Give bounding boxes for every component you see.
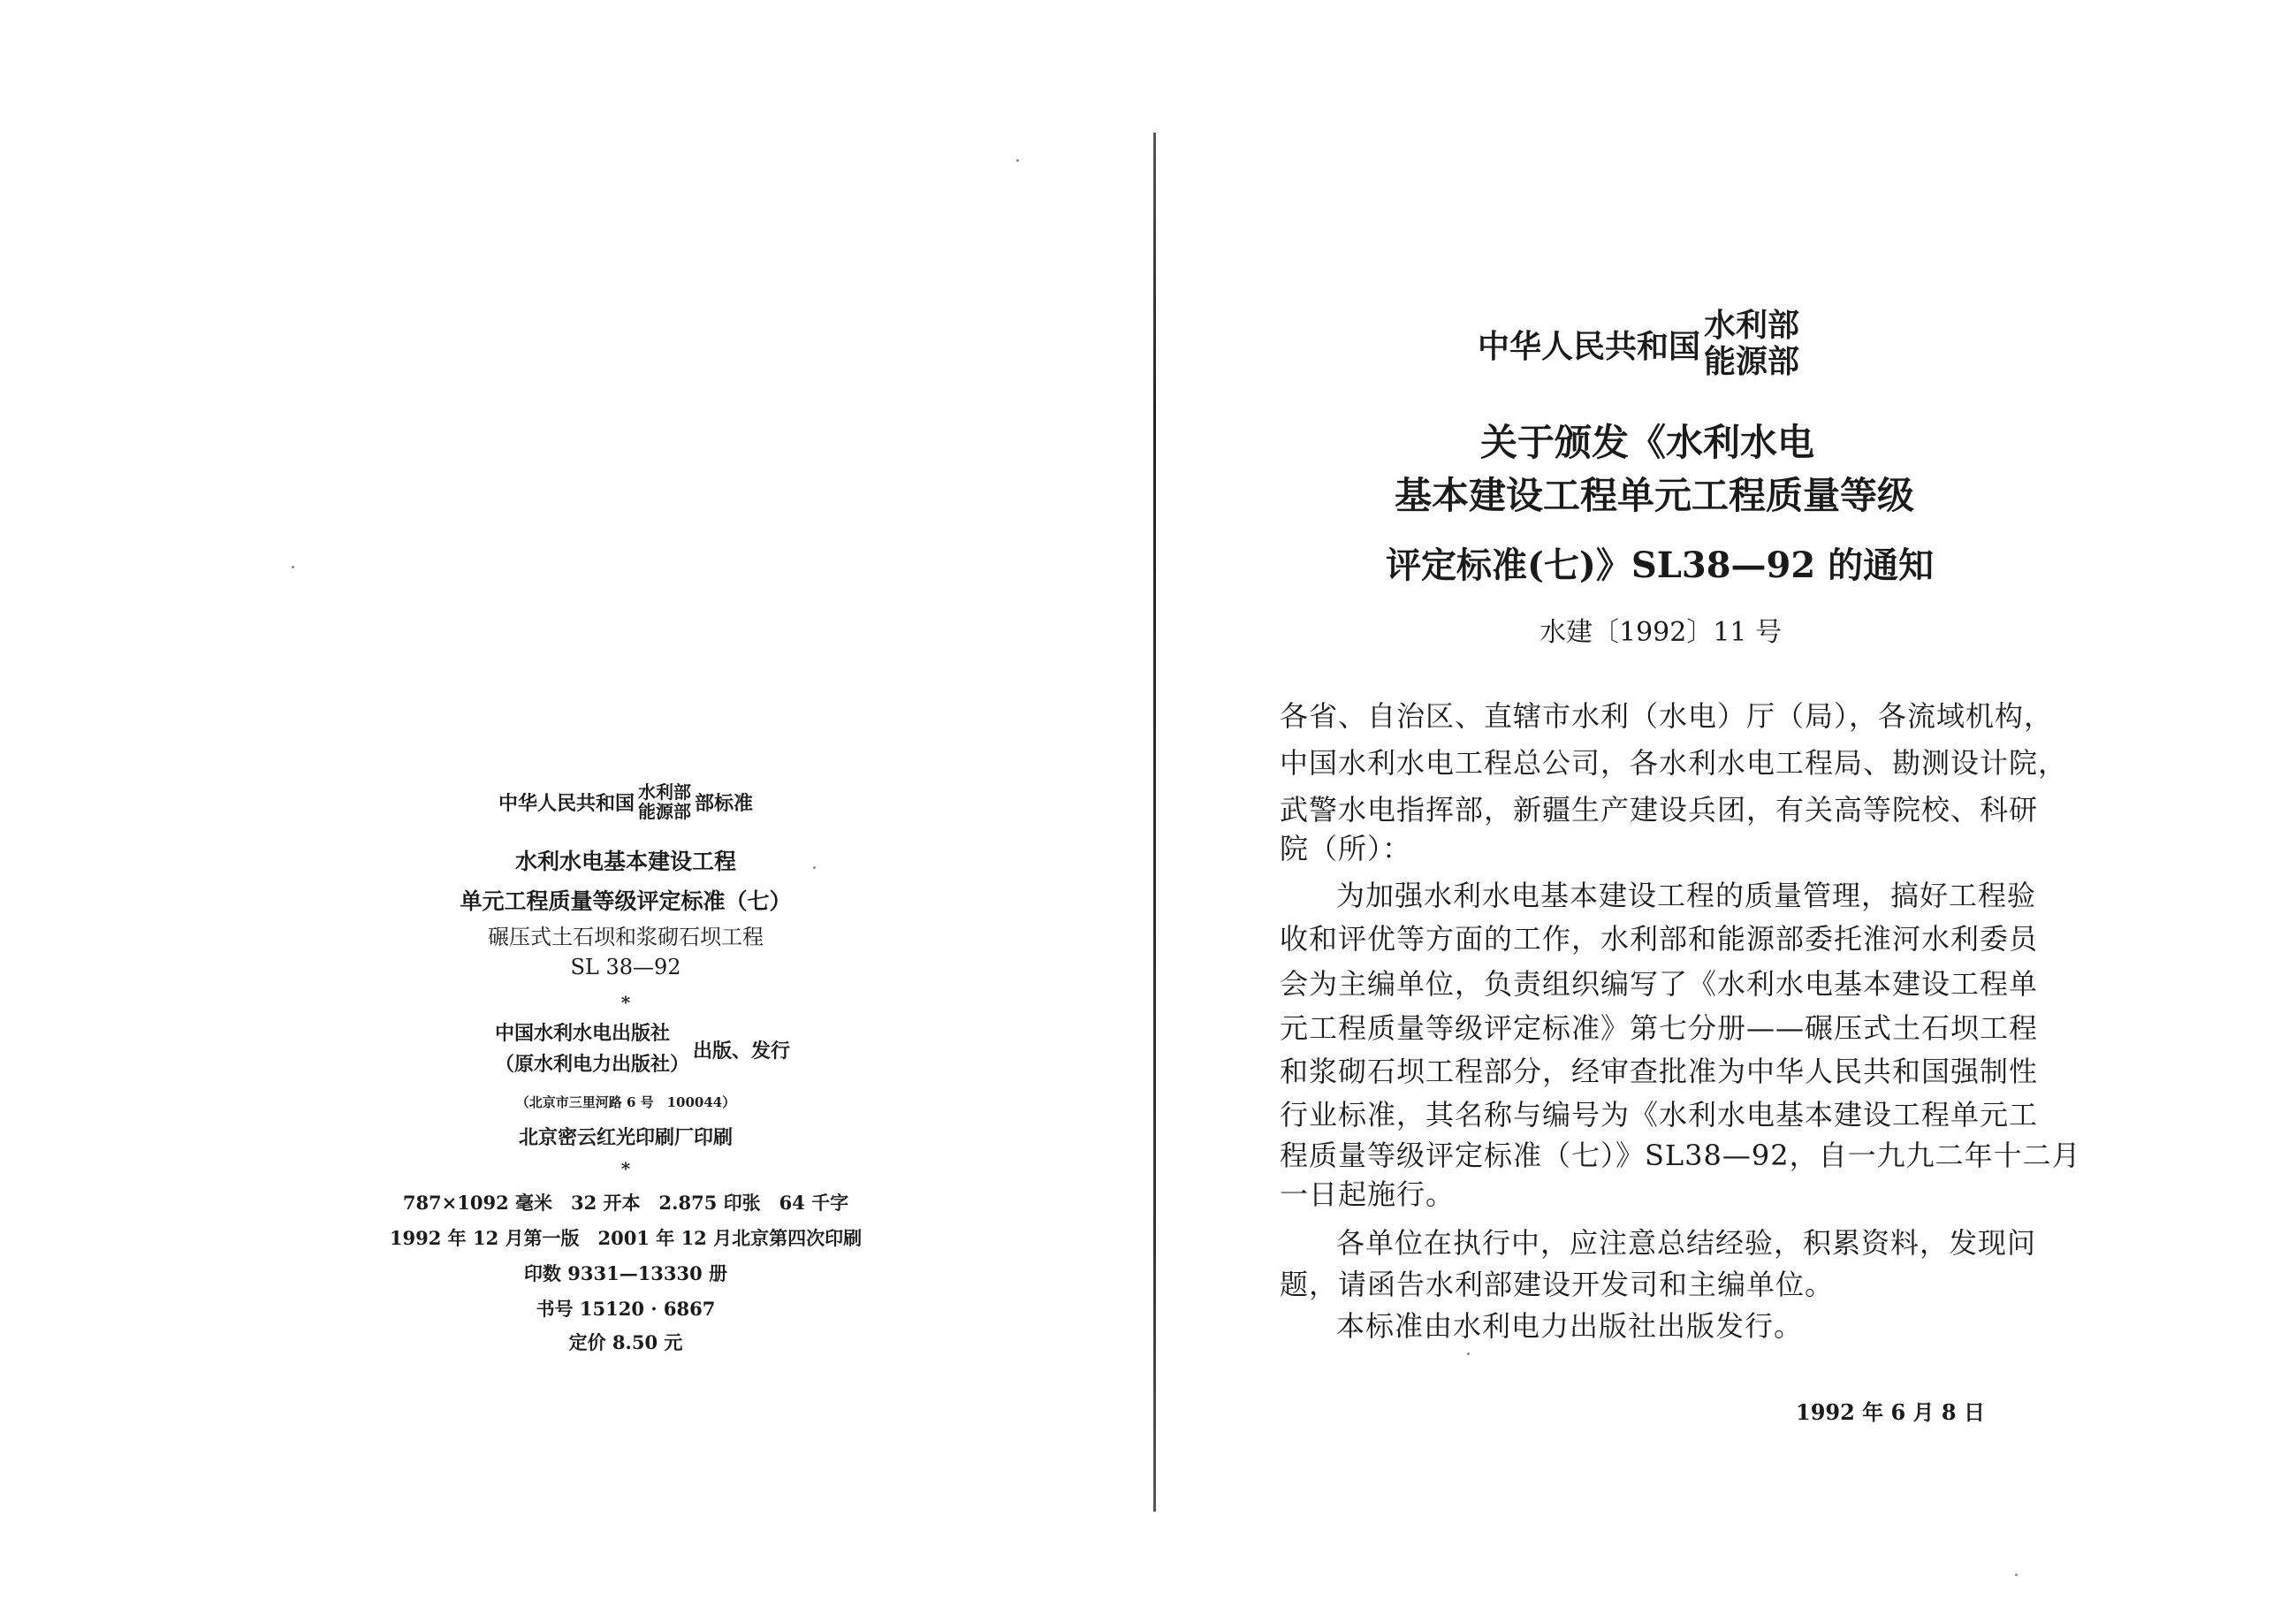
- notice-body-line: 武警水电指挥部，新疆生产建设兵团，有关高等院校、科研: [1280, 793, 2039, 827]
- scan-speck: [1016, 159, 1019, 162]
- colophon-title-2: 单元工程质量等级评定标准（七）: [460, 888, 792, 914]
- notice-body-line: 行业标准，其名称与编号为《水利水电基本建设工程单元工: [1280, 1098, 2039, 1132]
- colophon-publisher-names: [495, 1018, 689, 1080]
- scan-speck: [292, 566, 294, 568]
- notice-body-line: 院（所）：: [1280, 832, 1412, 865]
- notice-body-line: 和浆砌石坝工程部分，经审查批准为中华人民共和国强制性: [1280, 1055, 2039, 1088]
- colophon-country: 中华人民共和国: [498, 791, 635, 815]
- notice-title-line-1: 关于颁发《水利水电: [1480, 421, 1815, 464]
- colophon-book-number: 书号 15120 · 6867: [536, 1298, 716, 1320]
- scan-speck: [813, 866, 816, 869]
- colophon-star-1: *: [620, 992, 631, 1013]
- notice-document-number: 水建〔1992〕11 号: [1540, 617, 1783, 648]
- notice-body-line: 各单位在执行中，应注意总结经验，积累资料，发现问: [1336, 1226, 2037, 1260]
- scan-speck: [1467, 1352, 1470, 1355]
- notice-body-line: 程质量等级评定标准（七）》SL38—92，自一九九二年十二月: [1280, 1139, 2081, 1172]
- colophon-star-2: *: [620, 1158, 631, 1179]
- notice-issuer: [1478, 308, 1799, 381]
- colophon-title-3: 碾压式土石坝和浆砌石坝工程: [488, 925, 764, 949]
- colophon-ministries: [638, 782, 691, 821]
- colophon-title-1: 水利水电基本建设工程: [514, 849, 737, 874]
- colophon-edition: 1992 年 12 月第一版 2001 年 12 月北京第四次印刷: [389, 1227, 863, 1249]
- notice-ministry-energy: 能源部: [1704, 343, 1800, 381]
- colophon-printer: 北京密云红光印刷厂印刷: [518, 1126, 734, 1149]
- colophon-ministry-energy: 能源部: [638, 801, 691, 822]
- colophon-publisher-name: 中国水利水电出版社: [495, 1022, 671, 1045]
- page-spine-divider: [1153, 133, 1156, 1512]
- notice-body-line: 元工程质量等级评定标准》第七分册——碾压式土石坝工程: [1280, 1011, 2039, 1045]
- colophon-print-count: 印数 9331—13330 册: [523, 1262, 728, 1284]
- colophon-publisher-action: 出版、发行: [693, 1039, 791, 1063]
- colophon-specs: 787×1092 毫米 32 开本 2.875 印张 64 千字: [402, 1192, 849, 1214]
- notice-title-line-3: 评定标准(七)》SL38—92 的通知: [1386, 545, 1935, 586]
- colophon-publisher-former: （原水利电力出版社）: [495, 1053, 690, 1077]
- notice-body-line: 收和评优等方面的工作，水利部和能源部委托淮河水利委员: [1280, 922, 2039, 956]
- notice-body-line: 会为主编单位，负责组织编写了《水利水电基本建设工程单: [1280, 967, 2039, 1001]
- notice-body-line: 为加强水利水电基本建设工程的质量管理，搞好工程验: [1336, 879, 2037, 912]
- colophon-ministry-water: 水利部: [638, 781, 691, 803]
- notice-title-line-2: 基本建设工程单元工程质量等级: [1395, 474, 1915, 517]
- colophon-price: 定价 8.50 元: [568, 1331, 683, 1353]
- notice-ministry-water: 水利部: [1704, 307, 1800, 344]
- notice-body-line: 各省、自治区、直辖市水利（水电）厅（局），各流域机构，: [1280, 699, 2054, 733]
- notice-body-line: 中国水利水电工程总公司，各水利水电工程局、勘测设计院，: [1280, 746, 2068, 780]
- notice-body-line: 本标准由水利电力出版社出版发行。: [1336, 1309, 1804, 1343]
- notice-body-line: 题，请函告水利部建设开发司和主编单位。: [1280, 1268, 1835, 1301]
- colophon-address: （北京市三里河路 6 号 100044）: [515, 1094, 736, 1110]
- scan-speck: [2015, 1573, 2018, 1576]
- notice-date: 1992 年 6 月 8 日: [1796, 1399, 1985, 1425]
- notice-issuer-country: 中华人民共和国: [1478, 327, 1701, 365]
- colophon-standard-line: [498, 782, 753, 821]
- colophon-publisher: [495, 1018, 790, 1080]
- notice-body-line: 一日起施行。: [1280, 1177, 1456, 1211]
- notice-issuer-ministries: [1704, 308, 1799, 381]
- colophon-standard-label: 部标准: [695, 791, 754, 815]
- colophon-code: SL 38—92: [570, 955, 681, 979]
